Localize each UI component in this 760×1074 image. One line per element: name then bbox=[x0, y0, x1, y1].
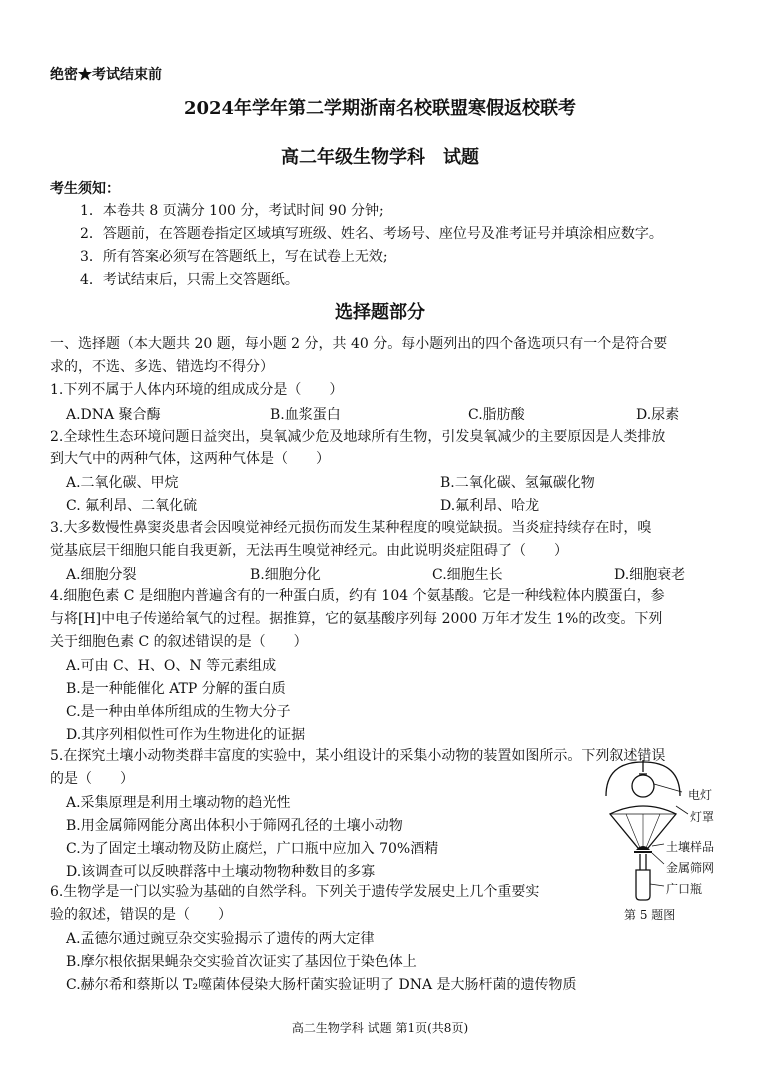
q1-option-d: D.尿素 bbox=[636, 407, 680, 423]
q3-stem-line: 觉基底层干细胞只能自我更新，无法再生嗅觉神经元。由此说明炎症阻碍了（ ） bbox=[50, 543, 568, 559]
notice-item: 2．答题前，在答题卷指定区域填写班级、姓名、考场号、座位号及准考证号并填涂相应数字。 bbox=[80, 226, 663, 242]
q5-option-b: B.用金属筛网能分离出体积小于筛网孔径的土壤小动物 bbox=[66, 818, 403, 834]
q1-option-c: C.脂肪酸 bbox=[468, 407, 525, 423]
q4-option-c: C.是一种由单体所组成的生物大分子 bbox=[66, 704, 291, 720]
q4-option-a: A.可由 C、H、O、N 等元素组成 bbox=[66, 658, 277, 674]
exam-title: 2024年学年第二学期浙南名校联盟寒假返校联考 bbox=[183, 98, 577, 119]
q6-stem-line: 验的叙述，错误的是（ ） bbox=[50, 907, 232, 923]
q1-option-a: A.DNA 聚合酶 bbox=[66, 407, 161, 423]
intro-line: 求的，不选、多选、错选均不得分） bbox=[50, 359, 274, 375]
q2-stem-line: 2.全球性生态环境问题日益突出，臭氧减少危及地球所有生物，引发臭氧减少的主要原因是人类排放 bbox=[50, 429, 666, 445]
page-footer: 高二生物学科 试题 第1页(共8页) bbox=[291, 1021, 469, 1035]
q2-option-d: D.氟利昂、哈龙 bbox=[440, 498, 540, 514]
q3-option-d: D.细胞衰老 bbox=[614, 567, 686, 583]
notice-item: 4．考试结束后，只需上交答题纸。 bbox=[80, 272, 299, 288]
q4-stem-line: 关于细胞色素 C 的叙述错误的是（ ） bbox=[50, 634, 308, 650]
figure-label-shade: 灯罩 bbox=[690, 810, 715, 824]
q3-stem-line: 3.大多数慢性鼻窦炎患者会因嗅觉神经元损伤而发生某种程度的嗅觉缺损。当炎症持续存在时，嗅 bbox=[50, 520, 652, 536]
q4-option-d: D.其序列相似性可作为生物进化的证据 bbox=[66, 727, 306, 743]
figure-caption: 第 5 题图 bbox=[624, 908, 676, 922]
q5-stem-line: 的是（ ） bbox=[50, 771, 134, 787]
notice-heading: 考生须知： bbox=[50, 181, 120, 197]
q6-stem-line: 6.生物学是一门以实验为基础的自然学科。下列关于遗传学发展史上几个重要实 bbox=[50, 884, 540, 900]
notice-item: 1．本卷共 8 页满分 100 分，考试时间 90 分钟; bbox=[80, 203, 384, 219]
figure-label-mesh: 金属筛网 bbox=[666, 861, 715, 875]
q5-option-d: D.该调查可以反映群落中土壤动物物种数目的多寡 bbox=[66, 864, 376, 880]
exam-subtitle: 高二年级生物学科 试题 bbox=[281, 147, 479, 168]
q2-option-a: A.二氧化碳、甲烷 bbox=[66, 475, 179, 491]
q2-stem-line: 到大气中的两种气体，这两种气体是（ ） bbox=[50, 451, 330, 467]
q1-stem: 1.下列不属于人体内环境的组成成分是（ ） bbox=[50, 382, 344, 398]
q5-stem-line: 5.在探究土壤小动物类群丰富度的实验中，某小组设计的采集小动物的装置如图所示。下列叙述错误 bbox=[50, 748, 666, 764]
q2-option-b: B.二氧化碳、氢氟碳化物 bbox=[440, 475, 595, 491]
figure-label-lamp: 电灯 bbox=[688, 788, 713, 802]
q6-option-c: C.赫尔希和蔡斯以 T₂噬菌体侵染大肠杆菌实验证明了 DNA 是大肠杆菌的遗传物质 bbox=[66, 977, 577, 993]
q4-stem-line: 与将[H]中电子传递给氧气的过程。据推算，它的氨基酸序列每 2000 万年才发生 1%的改变。下列 bbox=[50, 611, 663, 627]
q3-option-a: A.细胞分裂 bbox=[66, 567, 137, 583]
q2-option-c: C. 氟利昂、二氧化硫 bbox=[66, 498, 198, 514]
q6-option-b: B.摩尔根依据果蝇杂交实验首次证实了基因位于染色体上 bbox=[66, 954, 417, 970]
figure-label-soil: 土壤样品 bbox=[666, 840, 715, 854]
q5-option-c: C.为了固定土壤动物及防止腐烂，广口瓶中应加入 70%酒精 bbox=[66, 841, 439, 857]
q3-option-b: B.细胞分化 bbox=[250, 567, 321, 583]
q4-option-b: B.是一种能催化 ATP 分解的蛋白质 bbox=[66, 681, 286, 697]
notice-item: 3．所有答案必须写在答题纸上，写在试卷上无效; bbox=[80, 249, 388, 265]
q1-option-b: B.血浆蛋白 bbox=[270, 407, 341, 423]
intro-line: 一、选择题（本大题共 20 题，每小题 2 分，共 40 分。每小题列出的四个备选项只有一个是符合要 bbox=[50, 336, 668, 352]
section-title: 选择题部分 bbox=[335, 302, 425, 323]
q5-option-a: A.采集原理是利用土壤动物的趋光性 bbox=[66, 795, 291, 811]
q5-figure bbox=[598, 758, 748, 928]
q6-option-a: A.孟德尔通过豌豆杂交实验揭示了遗传的两大定律 bbox=[66, 931, 375, 947]
q4-stem-line: 4.细胞色素 C 是细胞内普遍含有的一种蛋白质，约有 104 个氨基酸。它是一种线粒体内膜蛋白，参 bbox=[50, 588, 665, 604]
figure-label-jar: 广口瓶 bbox=[666, 882, 703, 896]
q3-option-c: C.细胞生长 bbox=[432, 567, 503, 583]
confidential-mark: 绝密★考试结束前 bbox=[50, 67, 162, 83]
